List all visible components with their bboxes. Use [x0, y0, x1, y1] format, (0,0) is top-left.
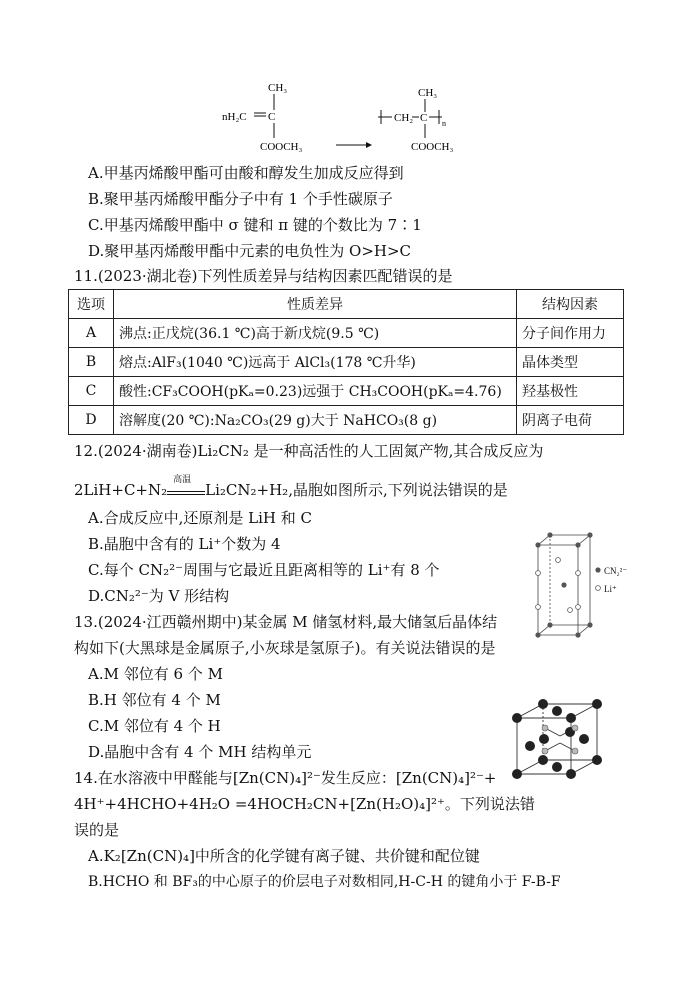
hydrogen-atom-mark: [542, 748, 548, 754]
row-option: C: [69, 377, 114, 406]
cn2-ion-mark: [547, 532, 552, 537]
q12-option-c: C.每个 CN₂²⁻周围与它最近且距离相等的 Li⁺有 8 个: [88, 561, 440, 579]
c-label: C: [268, 111, 276, 123]
cn2-ion-mark: [547, 622, 552, 627]
q10-option-d: D.聚甲基丙烯酸甲酯中元素的电负性为 O>H>C: [88, 242, 412, 260]
equation-condition: 高温: [167, 482, 205, 495]
cn2-ion-mark: [561, 582, 566, 587]
metal-atom-mark: [525, 741, 535, 751]
metal-atom-mark: [552, 706, 562, 716]
q12-option-b: B.晶胞中含有的 Li⁺个数为 4: [88, 535, 281, 553]
metal-atom-mark: [539, 734, 549, 744]
row-option: B: [69, 348, 114, 377]
metal-atom-mark: [538, 699, 548, 709]
li-ion-mark: [576, 571, 581, 576]
cn2-ion-mark: [587, 622, 592, 627]
q13-option-d: D.晶胞中含有 4 个 MH 结构单元: [88, 743, 312, 761]
table-header-row: [69, 290, 624, 319]
row-option: A: [69, 319, 114, 348]
metal-atom-mark: [512, 769, 522, 779]
q12-option-d: D.CN₂²⁻为 V 形结构: [88, 587, 230, 605]
q10-option-b: B.聚甲基丙烯酸甲酯分子中有 1 个手性碳原子: [88, 190, 393, 208]
metal-atom-mark: [592, 755, 602, 765]
row-difference: 溶解度(20 ℃):Na₂CO₃(29 g)大于 NaHCO₃(8 g): [114, 406, 517, 435]
hydrogen-atom-mark: [572, 725, 578, 731]
metal-atom-mark: [552, 762, 562, 772]
row-factor: 羟基极性: [517, 377, 624, 406]
table-row: [69, 406, 624, 435]
table-row: [69, 377, 624, 406]
row-option: D: [69, 406, 114, 435]
metal-atom-mark: [512, 713, 522, 723]
row-factor: 分子间作用力: [517, 319, 624, 348]
polymer-ch3: CH₃: [418, 87, 438, 99]
hydrogen-atom-mark: [572, 748, 578, 754]
li-ion-mark: [576, 605, 581, 610]
q14-option-a: A.K₂[Zn(CN)₄]中所含的化学键有离子键、共价键和配位键: [88, 847, 480, 865]
q13-option-a: A.M 邻位有 6 个 M: [88, 665, 223, 683]
row-difference: 沸点:正戊烷(36.1 ℃)高于新戊烷(9.5 ℃): [114, 319, 517, 348]
cn2-ion-mark: [575, 542, 580, 547]
q13-option-b: B.H 邻位有 4 个 M: [88, 691, 221, 709]
reaction-scheme: [218, 80, 478, 160]
row-difference: 酸性:CF₃COOH(pKₐ=0.23)远强于 CH₃COOH(pKₐ=4.76): [114, 377, 517, 406]
metal-atom-mark: [592, 699, 602, 709]
equation-right: Li₂CN₂+H₂,晶胞如图所示,下列说法错误的是: [205, 481, 508, 499]
metal-atom-mark: [579, 734, 589, 744]
q14-option-b: B.HCHO 和 BF₃的中心原子的价层电子对数相同,H-C-H 的键角小于 F-B-F: [88, 874, 561, 890]
metal-atom-mark: [566, 769, 576, 779]
metal-hydride-unit-cell-diagram: [505, 696, 615, 791]
q13-stem-line1: 13.(2024·江西赣州期中)某金属 M 储氢材料,最大储氢后晶体结: [74, 613, 498, 631]
ch3-label: CH₃: [268, 82, 288, 94]
q13-option-c: C.M 邻位有 4 个 H: [88, 717, 221, 735]
q11-table: [68, 289, 624, 435]
li2cn2-unit-cell-diagram: [528, 525, 668, 645]
legend-li: Li⁺: [604, 584, 617, 594]
cn2-ion-mark: [575, 632, 580, 637]
q14-stem-line2: 4H⁺+4HCHO+4H₂O =4HOCH₂CN+[Zn(H₂O)₄]²⁺。下列说法错: [74, 795, 535, 813]
q12-equation: [74, 475, 508, 500]
q12-option-a: A.合成反应中,还原剂是 LiH 和 C: [88, 509, 312, 527]
cn2-ion-mark: [535, 632, 540, 637]
polymer-n: n: [442, 119, 446, 128]
cn2-ion-mark: [587, 532, 592, 537]
table-row: [69, 348, 624, 377]
legend-cn2: CN₂²⁻: [604, 566, 628, 576]
header-difference: 性质差异: [114, 290, 517, 319]
monomer-prefix: nH₂C: [222, 111, 247, 123]
hydrogen-atom-mark: [542, 725, 548, 731]
polymer-cooch3: COOCH₃: [411, 141, 454, 153]
cn2-ion-mark: [535, 542, 540, 547]
row-difference: 熔点:AlF₃(1040 ℃)远高于 AlCl₃(178 ℃升华): [114, 348, 517, 377]
q13-stem-line2: 构如下(大黑球是金属原子,小灰球是氢原子)。有关说法错误的是: [74, 639, 496, 657]
metal-atom-mark: [538, 755, 548, 765]
equation-left: 2LiH+C+N₂: [74, 481, 168, 499]
li-ion-mark: [536, 605, 541, 610]
header-option: 选项: [69, 290, 114, 319]
q11-stem: 11.(2023·湖北卷)下列性质差异与结构因素匹配错误的是: [74, 267, 453, 285]
q14-stem-line3: 误的是: [74, 821, 120, 839]
header-factor: 结构因素: [517, 290, 624, 319]
table-row: [69, 319, 624, 348]
cooch3-label: COOCH₃: [260, 141, 303, 153]
row-factor: 阴离子电荷: [517, 406, 624, 435]
q10-option-c: C.甲基丙烯酸甲酯中 σ 键和 π 键的个数比为 7∶1: [88, 216, 422, 234]
row-factor: 晶体类型: [517, 348, 624, 377]
li-ion-mark: [536, 571, 541, 576]
q14-stem-line1: 14.在水溶液中甲醛能与[Zn(CN)₄]²⁻发生反应：[Zn(CN)₄]²⁻+: [74, 769, 497, 787]
polymer-ch2: CH₂: [394, 112, 414, 124]
q10-option-a: A.甲基丙烯酸甲酯可由酸和醇发生加成反应得到: [88, 164, 404, 182]
q12-stem: 12.(2024·湖南卷)Li₂CN₂ 是一种高活性的人工固氮产物,其合成反应为: [74, 442, 544, 460]
li-ion-mark: [568, 608, 573, 613]
li-ion-mark: [556, 558, 561, 563]
svg-text:C: C: [420, 112, 428, 124]
metal-atom-mark: [566, 713, 576, 723]
